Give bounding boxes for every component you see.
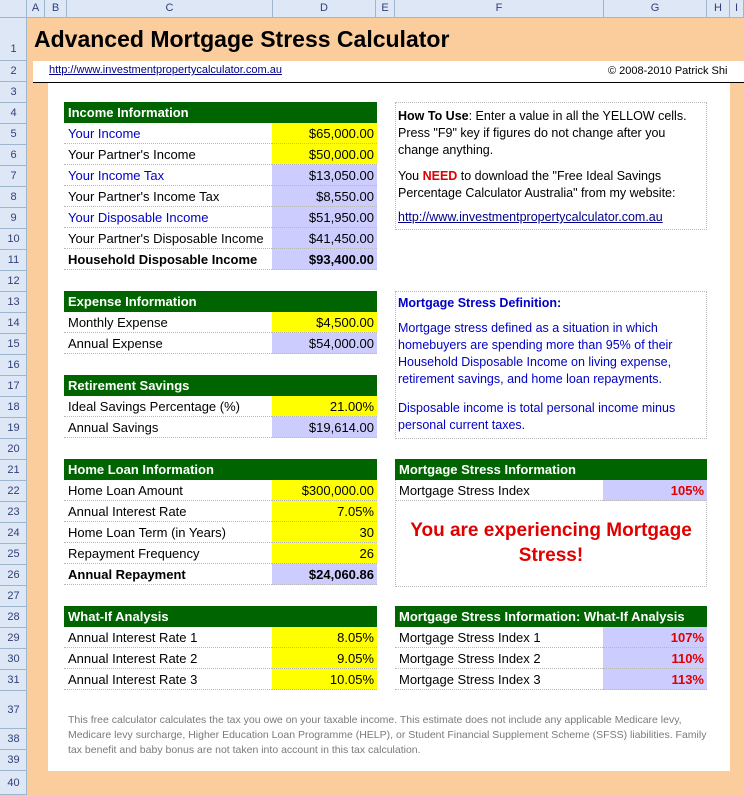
download-link[interactable]: http://www.investmentpropertycalculator.com.au [398, 210, 663, 224]
row-header[interactable]: 13 [0, 292, 27, 313]
input-home-loan-amount[interactable]: $300,000.00 [272, 480, 377, 501]
download-note-pre: You [398, 169, 423, 183]
label-partner-disposable-income: Your Partner's Disposable Income [64, 228, 272, 249]
column-header-c[interactable]: C [67, 0, 273, 18]
value-stress-index[interactable]: 105% [603, 480, 707, 501]
label-disposable-income: Your Disposable Income [64, 207, 272, 228]
whatif-header: What-If Analysis [64, 606, 377, 627]
label-partner-income: Your Partner's Income [64, 144, 272, 165]
label-stress-index-2: Mortgage Stress Index 2 [395, 648, 603, 669]
row-header[interactable]: 3 [0, 82, 27, 103]
label-interest-rate-3: Annual Interest Rate 3 [64, 669, 272, 690]
value-stress-index-3[interactable]: 113% [603, 669, 707, 690]
need-emphasis: NEED [422, 169, 458, 183]
value-partner-disposable-income[interactable]: $41,450.00 [272, 228, 377, 249]
label-partner-income-tax: Your Partner's Income Tax [64, 186, 272, 207]
column-header-h[interactable]: H [707, 0, 730, 18]
row-header[interactable]: 31 [0, 670, 27, 691]
row-header[interactable]: 18 [0, 397, 27, 418]
label-interest-rate-2: Annual Interest Rate 2 [64, 648, 272, 669]
value-disposable-income[interactable]: $51,950.00 [272, 207, 377, 228]
input-monthly-expense[interactable]: $4,500.00 [272, 312, 377, 333]
input-interest-rate-1[interactable]: 8.05% [272, 627, 377, 648]
input-repayment-frequency[interactable]: 26 [272, 543, 377, 564]
row-header[interactable]: 12 [0, 271, 27, 292]
definition-paragraph-2: Disposable income is total personal income minus personal current taxes. [398, 401, 676, 432]
row-header[interactable]: 37 [0, 691, 27, 729]
value-annual-repayment[interactable]: $24,060.86 [272, 564, 377, 585]
row-header[interactable]: 29 [0, 628, 27, 649]
label-stress-index-3: Mortgage Stress Index 3 [395, 669, 603, 690]
value-household-disposable-income[interactable]: $93,400.00 [272, 249, 377, 270]
label-repayment-frequency: Repayment Frequency [64, 543, 272, 564]
value-stress-index-2[interactable]: 110% [603, 648, 707, 669]
row-header[interactable]: 1 [0, 18, 27, 61]
income-header: Income Information [64, 102, 377, 123]
label-annual-repayment: Annual Repayment [64, 564, 272, 585]
label-monthly-expense: Monthly Expense [64, 312, 272, 333]
row-header[interactable]: 14 [0, 313, 27, 334]
value-income-tax[interactable]: $13,050.00 [272, 165, 377, 186]
row-header[interactable]: 39 [0, 750, 27, 771]
input-interest-rate-2[interactable]: 9.05% [272, 648, 377, 669]
row-header[interactable]: 27 [0, 586, 27, 607]
column-header-g[interactable]: G [604, 0, 707, 18]
value-partner-income-tax[interactable]: $8,550.00 [272, 186, 377, 207]
label-stress-index: Mortgage Stress Index [395, 480, 603, 501]
label-income-tax: Your Income Tax [64, 165, 272, 186]
row-header[interactable]: 8 [0, 187, 27, 208]
column-header-d[interactable]: D [273, 0, 376, 18]
label-stress-index-1: Mortgage Stress Index 1 [395, 627, 603, 648]
download-note-text: to download the "Free Ideal Savings Percentage Calculator Australia" from my website: [398, 169, 676, 200]
column-header-b[interactable]: B [45, 0, 67, 18]
row-header[interactable]: 9 [0, 208, 27, 229]
row-header[interactable]: 7 [0, 166, 27, 187]
stress-whatif-header: Mortgage Stress Information: What-If Analysis [395, 606, 707, 627]
row-header[interactable]: 22 [0, 481, 27, 502]
input-partner-income[interactable]: $50,000.00 [272, 144, 377, 165]
row-header[interactable]: 25 [0, 544, 27, 565]
row-header[interactable]: 40 [0, 771, 27, 795]
how-to-use-instructions: : Enter a value in all the YELLOW cells. Press "F9" key if figures do not change after you change anything. [398, 109, 687, 157]
row-header[interactable]: 11 [0, 250, 27, 271]
input-your-income[interactable]: $65,000.00 [272, 123, 377, 144]
definition-title: Mortgage Stress Definition: [398, 296, 562, 310]
disclaimer-text: This free calculator calculates the tax you owe on your taxable income. This estimate does not include any applicable Medicare levy, Medicare levy surcharge, Higher Education Loan Programme (HELP), or Student Financial Supplement Scheme (SFSS) liabilities. Family tax benefit and baby bonus are not taken into account in this tax calculation. [68, 714, 707, 756]
row-header[interactable]: 4 [0, 103, 27, 124]
row-header[interactable]: 30 [0, 649, 27, 670]
column-header-i[interactable]: I [730, 0, 744, 18]
row-header[interactable]: 6 [0, 145, 27, 166]
column-header-a[interactable]: A [27, 0, 45, 18]
input-interest-rate-3[interactable]: 10.05% [272, 669, 377, 690]
row-header[interactable]: 24 [0, 523, 27, 544]
input-annual-interest-rate[interactable]: 7.05% [272, 501, 377, 522]
label-your-income: Your Income [64, 123, 272, 144]
label-household-disposable-income: Household Disposable Income [64, 249, 272, 270]
value-annual-savings[interactable]: $19,614.00 [272, 417, 377, 438]
how-to-use-label: How To Use [398, 109, 469, 123]
row-header[interactable]: 19 [0, 418, 27, 439]
select-all-corner[interactable] [0, 0, 27, 18]
homeloan-header: Home Loan Information [64, 459, 377, 480]
label-ideal-savings-percentage: Ideal Savings Percentage (%) [64, 396, 272, 417]
column-headers [0, 0, 744, 18]
row-header[interactable]: 16 [0, 355, 27, 376]
row-header[interactable]: 38 [0, 729, 27, 750]
row-header[interactable]: 23 [0, 502, 27, 523]
column-header-e[interactable]: E [376, 0, 395, 18]
row-header[interactable]: 20 [0, 439, 27, 460]
row-header[interactable]: 2 [0, 61, 27, 82]
expense-header: Expense Information [64, 291, 377, 312]
download-note [398, 168, 704, 202]
label-home-loan-amount: Home Loan Amount [64, 480, 272, 501]
stress-alert-message: You are experiencing Mortgage Stress! [410, 520, 692, 566]
row-header[interactable]: 28 [0, 607, 27, 628]
input-home-loan-term[interactable]: 30 [272, 522, 377, 543]
label-annual-expense: Annual Expense [64, 333, 272, 354]
value-stress-index-1[interactable]: 107% [603, 627, 707, 648]
row-header[interactable]: 26 [0, 565, 27, 586]
row-header[interactable]: 15 [0, 334, 27, 355]
row-header[interactable]: 17 [0, 376, 27, 397]
label-annual-savings: Annual Savings [64, 417, 272, 438]
value-annual-expense[interactable]: $54,000.00 [272, 333, 377, 354]
label-home-loan-term: Home Loan Term (in Years) [64, 522, 272, 543]
label-annual-interest-rate: Annual Interest Rate [64, 501, 272, 522]
row-header[interactable]: 21 [0, 460, 27, 481]
page-title: Advanced Mortgage Stress Calculator [34, 26, 450, 52]
website-link[interactable]: http://www.investmentpropertycalculator.com.au [49, 64, 282, 76]
definition-paragraph-1: Mortgage stress defined as a situation in which homebuyers are spending more than 95% of their Household Disposable Income on living expense, retirement savings, and home loan repayments. [398, 321, 673, 386]
label-interest-rate-1: Annual Interest Rate 1 [64, 627, 272, 648]
stress-header: Mortgage Stress Information [395, 459, 707, 480]
row-headers [0, 18, 27, 795]
retirement-header: Retirement Savings [64, 375, 377, 396]
input-ideal-savings-percentage[interactable]: 21.00% [272, 396, 377, 417]
row-header[interactable]: 5 [0, 124, 27, 145]
column-header-f[interactable]: F [395, 0, 604, 18]
how-to-use-text [398, 108, 704, 159]
row-header[interactable]: 10 [0, 229, 27, 250]
copyright-text: © 2008-2010 Patrick Shi [608, 65, 728, 77]
